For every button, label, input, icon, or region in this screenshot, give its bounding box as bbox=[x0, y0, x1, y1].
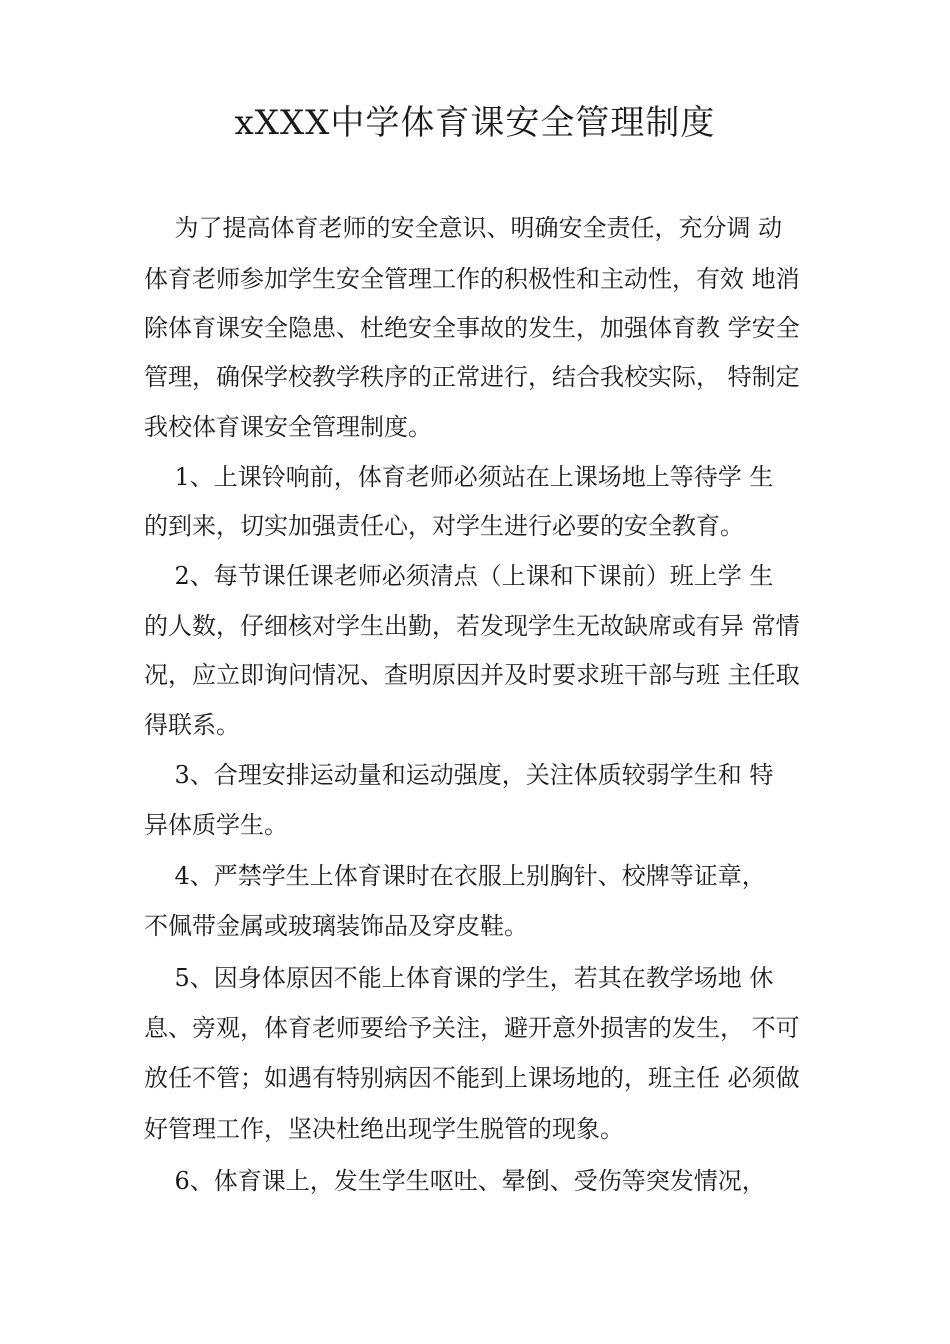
text-line: 管理，确保学校教学秩序的正常进行，结合我校实际， 特制定 bbox=[144, 363, 800, 391]
document-title: xXXX中学体育课安全管理制度 bbox=[234, 103, 716, 143]
text-line: 息、旁观，体育老师要给予关注，避开意外损害的发生， 不可 bbox=[144, 1014, 800, 1042]
text-line: 好管理工作，坚决杜绝出现学生脱管的现象。 bbox=[144, 1115, 624, 1143]
text-line: 5、因身体原因不能上体育课的学生，若其在教学场地 休 bbox=[144, 964, 774, 992]
text-line: 6、体育课上，发生学生呕吐、晕倒、受伤等突发情况， bbox=[144, 1167, 766, 1195]
text-line: 4、严禁学生上体育课时在衣服上别胸针、校牌等证章， bbox=[144, 862, 766, 890]
text-line: 异体质学生。 bbox=[144, 811, 288, 839]
text-line: 况，应立即询问情况、查明原因并及时要求班干部与班 主任取 bbox=[144, 661, 800, 689]
text-line: 得联系。 bbox=[144, 711, 240, 739]
text-line: 2、每节课任课老师必须清点（上课和下课前）班上学 生 bbox=[144, 562, 774, 590]
text-line: 的人数，仔细核对学生出勤，若发现学生无故缺席或有异 常情 bbox=[144, 612, 800, 640]
text-line: 除体育课安全隐患、杜绝安全事故的发生，加强体育教 学安全 bbox=[144, 314, 800, 342]
text-line: 1、上课铃响前，体育老师必须站在上课场地上等待学 生 bbox=[144, 463, 774, 491]
text-line: 放任不管；如遇有特别病因不能到上课场地的，班主任 必须做 bbox=[144, 1064, 800, 1092]
text-line: 为了提高体育老师的安全意识、明确安全责任，充分调 动 bbox=[144, 214, 783, 242]
text-line: 的到来，切实加强责任心，对学生进行必要的安全教育。 bbox=[144, 512, 744, 540]
text-line: 3、合理安排运动量和运动强度，关注体质较弱学生和 特 bbox=[144, 761, 774, 789]
text-line: 我校体育课安全管理制度。 bbox=[144, 413, 432, 441]
text-line: 不佩带金属或玻璃装饰品及穿皮鞋。 bbox=[144, 912, 528, 940]
text-line: 体育老师参加学生安全管理工作的积极性和主动性，有效 地消 bbox=[144, 265, 800, 293]
